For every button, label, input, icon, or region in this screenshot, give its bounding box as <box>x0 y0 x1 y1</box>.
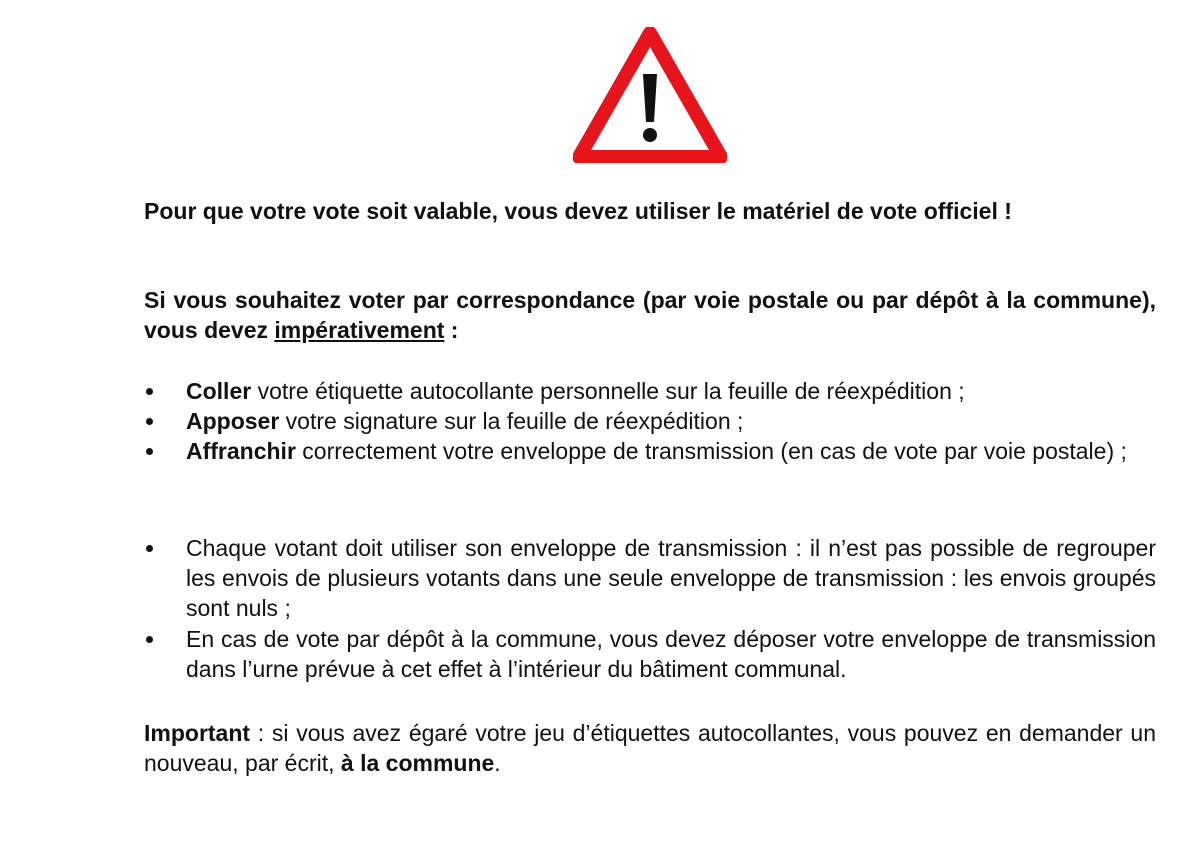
step-text: correctement votre enveloppe de transmission (en cas de vote par voie postale) ; <box>295 438 1127 464</box>
page-heading: Pour que votre vote soit valable, vous devez utiliser le matériel de vote officiel ! <box>144 198 1012 224</box>
required-steps-list <box>144 376 1156 466</box>
exclamation-dot <box>643 128 657 142</box>
list-item <box>144 436 1156 466</box>
step-text: votre signature sur la feuille de réexpédition ; <box>279 408 744 434</box>
step-verb: Coller <box>186 378 252 404</box>
intro-text: Si vous souhaitez voter par correspondance (par voie postale ou par dépôt à la commune), vous devez <box>144 287 1156 343</box>
note-end: . <box>494 750 501 776</box>
important-note <box>144 718 1156 778</box>
note-label: Important <box>144 720 251 746</box>
note-text: : si vous avez égaré votre jeu d’étiquettes autocollantes, vous pouvez en demander un nouveau, par écrit, <box>144 720 1156 776</box>
note-emphasis: à la commune <box>340 750 495 776</box>
rules-list <box>144 533 1156 685</box>
intro-emphasis: impérativement <box>274 317 445 343</box>
step-verb: Affranchir <box>186 438 296 464</box>
list-item <box>144 376 1156 406</box>
intro-paragraph <box>144 285 1156 345</box>
step-verb: Apposer <box>186 408 280 434</box>
list-item: En cas de vote par dépôt à la commune, vous devez déposer votre enveloppe de transmission dans l’urne prévue à cet effet à l’intérieur du bâtiment communal. <box>144 624 1156 684</box>
intro-suffix: : <box>444 317 459 343</box>
step-text: votre étiquette autocollante personnelle sur la feuille de réexpédition ; <box>251 378 965 404</box>
warning-triangle-icon <box>573 27 727 163</box>
list-item <box>144 406 1156 436</box>
list-item: Chaque votant doit utiliser son enveloppe de transmission : il n’est pas possible de regrouper les envois de plusieurs votants dans une seule enveloppe de transmission : les envois groupés sont nuls ; <box>144 533 1156 623</box>
